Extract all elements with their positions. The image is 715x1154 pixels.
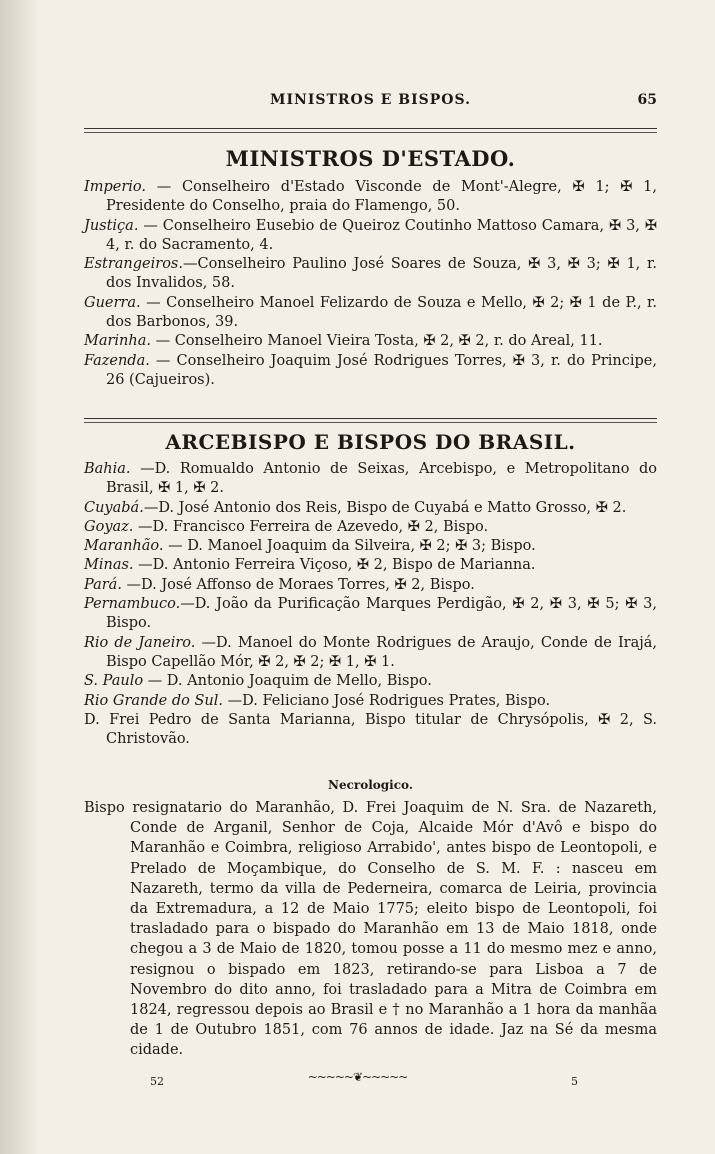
- entry-text: —D. Feliciano José Rodrigues Prates, Bispo.: [223, 692, 551, 709]
- list-item: [84, 556, 657, 575]
- entry-label: Imperio.: [84, 179, 146, 195]
- list-item: [84, 460, 657, 499]
- entry-text: — D. Antonio Joaquim de Mello, Bispo.: [143, 673, 432, 690]
- necrologico-text: Bispo resignatario do Maranhão, D. Frei Joaquim de N. Sra. de Nazareth, Conde de Arganil, Senhor de Coja, Alcaide Mór d'Avô e bispo do Maranhão e Coimbra, religioso Arrabido', antes bispo de Leontopoli, e Prelado de Moçambique, do Conselho de S. M. F. : nasceu em Nazareth, termo da villa de Pederneira, comarca de Leiria, provincia da Extremadura, a 12 de Maio 1775; eleito bispo de Leontopoli, foi trasladado para o bispado do Maranhão em 13 de Maio 1818, onde chegou a 3 de Maio de 1820, tomou posse a 11 do mesmo mez e anno, resignou o bispado em 1823, retirando-se para Lisboa a 7 de Novembro do dito anno, foi trasladado para a Mitra de Coimbra em 1824, regressou depois ao Brasil e † no Maranhão a 1 hora da manhãa de 1 de Outubro 1851, com 76 annos de idade. Jaz na Sé da mesma cidade.: [84, 800, 657, 1059]
- list-item: [84, 537, 657, 556]
- bishops-title: ARCEBISPO E BISPOS DO BRASIL.: [165, 430, 576, 454]
- entry-text: —D. Romualdo Antonio de Seixas, Arcebispo, e Metropolitano do Brasil, ✠ 1, ✠ 2.: [106, 461, 657, 497]
- necrologico-title: Necrologico.: [327, 778, 414, 792]
- entry-label: Minas.: [84, 557, 134, 574]
- entry-text: —D. José Antonio dos Reis, Bispo de Cuyabá e Matto Grosso, ✠ 2.: [143, 499, 627, 516]
- entry-label: Bahia.: [84, 461, 131, 477]
- header-rule: [84, 128, 657, 133]
- entry-label: Guerra.: [84, 294, 141, 311]
- list-item: [84, 595, 657, 634]
- entry-text: —D. José Affonso de Moraes Torres, ✠ 2, Bispo.: [121, 576, 475, 593]
- entry-text: —D. Francisco Ferreira de Azevedo, ✠ 2, Bispo.: [133, 518, 489, 535]
- entry-text: —D. Antonio Ferreira Viçoso, ✠ 2, Bispo de Marianna.: [133, 557, 536, 574]
- running-title: MINISTROS E BISPOS.: [270, 92, 471, 108]
- bishops-list: [84, 460, 657, 749]
- page-number: 65: [637, 92, 657, 108]
- entry-text: — D. Manoel Joaquim da Silveira, ✠ 2; ✠ 3; Bispo.: [163, 538, 536, 555]
- list-item: [84, 634, 657, 673]
- list-item: [84, 711, 657, 750]
- entry-label: Cuyabá.: [84, 499, 144, 516]
- entry-text: —D. Manoel do Monte Rodrigues de Araujo, Conde de Irajá, Bispo Capellão Mór, ✠ 2, ✠ 2; ✠ 1, ✠ 1.: [106, 634, 657, 670]
- section-rule: [84, 418, 657, 423]
- list-item: [84, 178, 657, 217]
- entry-label: Pará.: [84, 576, 122, 593]
- running-header: [84, 92, 657, 114]
- entry-text: — Conselheiro Eusebio de Queiroz Coutinho Mattoso Camara, ✠ 3, ✠ 4, r. do Sacramento, 4.: [106, 217, 657, 253]
- list-item: [84, 352, 657, 391]
- signature-mark-right: 5: [571, 1075, 578, 1088]
- entry-label: Rio Grande do Sul.: [84, 692, 224, 709]
- entry-text: —D. João da Purificação Marques Perdigão, ✠ 2, ✠ 3, ✠ 5; ✠ 3, Bispo.: [106, 596, 657, 632]
- signature-mark-left: 52: [150, 1075, 164, 1088]
- entry-text: — Conselheiro Joaquim José Rodrigues Torres, ✠ 3, r. do Principe, 26 (Cajueiros).: [106, 352, 657, 388]
- list-item: [84, 499, 657, 518]
- entry-label: Fazenda.: [84, 352, 150, 369]
- entry-text: D. Frei Pedro de Santa Marianna, Bispo titular de Chrysópolis, ✠ 2, S. Christovão.: [84, 711, 657, 748]
- entry-label: Maranhão.: [84, 538, 164, 555]
- ministers-title: MINISTROS D'ESTADO.: [225, 146, 516, 171]
- list-item: [84, 217, 657, 256]
- list-item: [84, 576, 657, 595]
- entry-text: — Conselheiro Manoel Vieira Tosta, ✠ 2, ✠ 2, r. do Areal, 11.: [151, 333, 603, 350]
- list-item: [84, 294, 657, 333]
- entry-label: Estrangeiros.: [84, 256, 183, 273]
- list-item: [84, 672, 657, 691]
- entry-text: — Conselheiro d'Estado Visconde de Mont'-Alegre, ✠ 1; ✠ 1, Presidente do Conselho, praia do Flamengo, 50.: [106, 179, 657, 215]
- ornament-rule: ~~~~~❦~~~~~: [307, 1070, 408, 1084]
- list-item: [84, 692, 657, 711]
- scan-margin-shadow: [0, 0, 40, 1154]
- entry-text: — Conselheiro Manoel Felizardo de Souza e Mello, ✠ 2; ✠ 1 de P., r. dos Barbonos, 39.: [106, 294, 657, 331]
- entry-label: Marinha.: [84, 333, 151, 350]
- entry-text: —Conselheiro Paulino José Soares de Souza, ✠ 3, ✠ 3; ✠ 1, r. dos Invalidos, 58.: [106, 256, 657, 292]
- entry-label: Rio de Janeiro.: [84, 634, 196, 651]
- list-item: [84, 255, 657, 294]
- entry-label: Justiça.: [84, 217, 139, 234]
- entry-label: Pernambuco.: [84, 596, 181, 613]
- ministers-list: [84, 178, 657, 390]
- entry-label: S. Paulo: [84, 673, 144, 690]
- list-item: [84, 332, 657, 351]
- list-item: [84, 518, 657, 537]
- entry-label: Goyaz.: [84, 518, 134, 535]
